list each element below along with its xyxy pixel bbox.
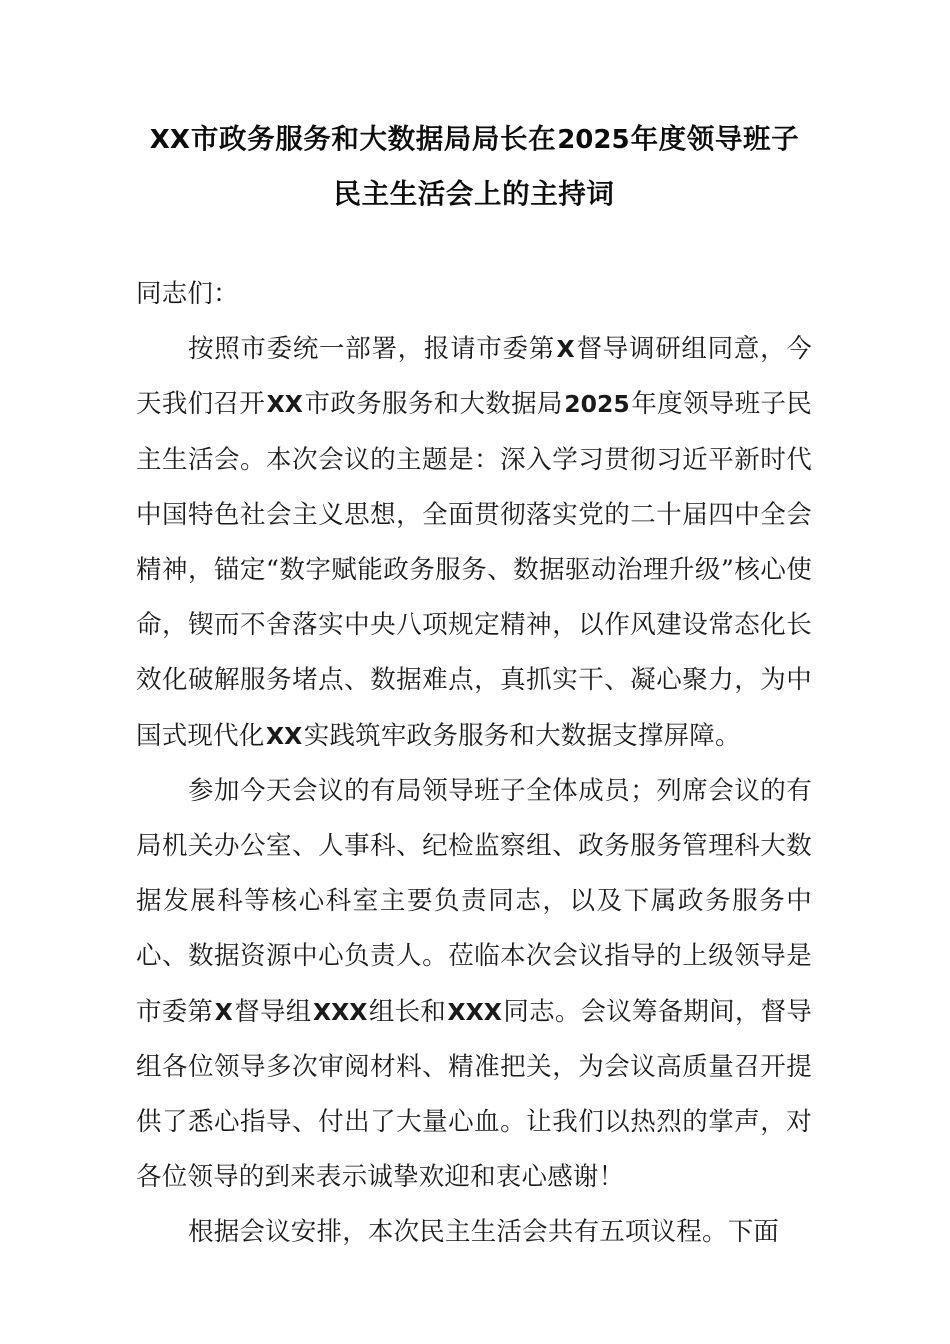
body-text-run: 督导调研组同意，今天我们召开 [136,334,812,420]
title-line1-post: 年度领导班子 [630,123,800,155]
body-text-run: 按照市委统一部署，报请市委第 [188,334,555,365]
title-line1-mid: 市政务服务和大数据局局长在 [190,123,557,155]
bold-placeholder-text: X [214,997,233,1026]
body-text-run: 根据会议安排，本次民主生活会共有五项议程。下面 [188,1217,780,1248]
document-content [136,0,812,1261]
bold-placeholder-text: XXX [447,997,502,1026]
body-text-run: 实践筑牢政务服务和大数据支撑屏障。 [303,720,741,751]
paragraph-3 [136,1205,812,1260]
title-line2: 民主生活会上的主持词 [333,178,615,210]
title-bold-xx: XX [149,125,190,155]
title-bold-year: 2025 [557,125,630,155]
body-text-run: 同志。会议筹备期间，督导组各位领导多次审阅材料、精准把关，为会议高质量召开提供了悉心指导、付出了大量心血。让我们以热烈的掌声，对各位领导的到来表示诚挚欢迎和衷心感谢！ [136,996,812,1193]
bold-placeholder-text: XXX [312,997,368,1026]
page-title [136,0,812,221]
bold-placeholder-text: XX [266,721,303,750]
body-text-run: 市政务服务和大数据局 [304,389,563,420]
bold-placeholder-text: 2025 [564,390,630,419]
bold-placeholder-text: XX [266,390,303,419]
paragraph-2 [136,764,812,1206]
salutation: 同志们： [136,279,239,309]
bold-placeholder-text: X [556,335,575,364]
body-text-run: 督导组 [234,996,312,1027]
body-text-run: 参加今天会议的有局领导班子全体成员；列席会议的有局机关办公室、人事科、纪检监察组、政务服务管理科大数据发展科等核心科室主要负责同志，以及下属政务服务中心、数据资源中心负责人。莅临本次会议指导的上级领导是市委第 [136,775,812,1027]
paragraph-1 [136,322,812,764]
document-body [136,267,812,1261]
body-text-run: 组长和 [368,996,447,1027]
body-text-run: 年度领导班子民主生活会。本次会议的主题是：深入学习贯彻习近平新时代中国特色社会主义思想，全面贯彻落实党的二十届四中全会精神，锚定“数字赋能政务服务、数据驱动治理升级”核心使命，锲而不舍落实中央八项规定精神，以作风建设常态化长效化破解服务堵点、数据难点，真抓实干、凝心聚力，为中国式现代化 [136,389,812,751]
